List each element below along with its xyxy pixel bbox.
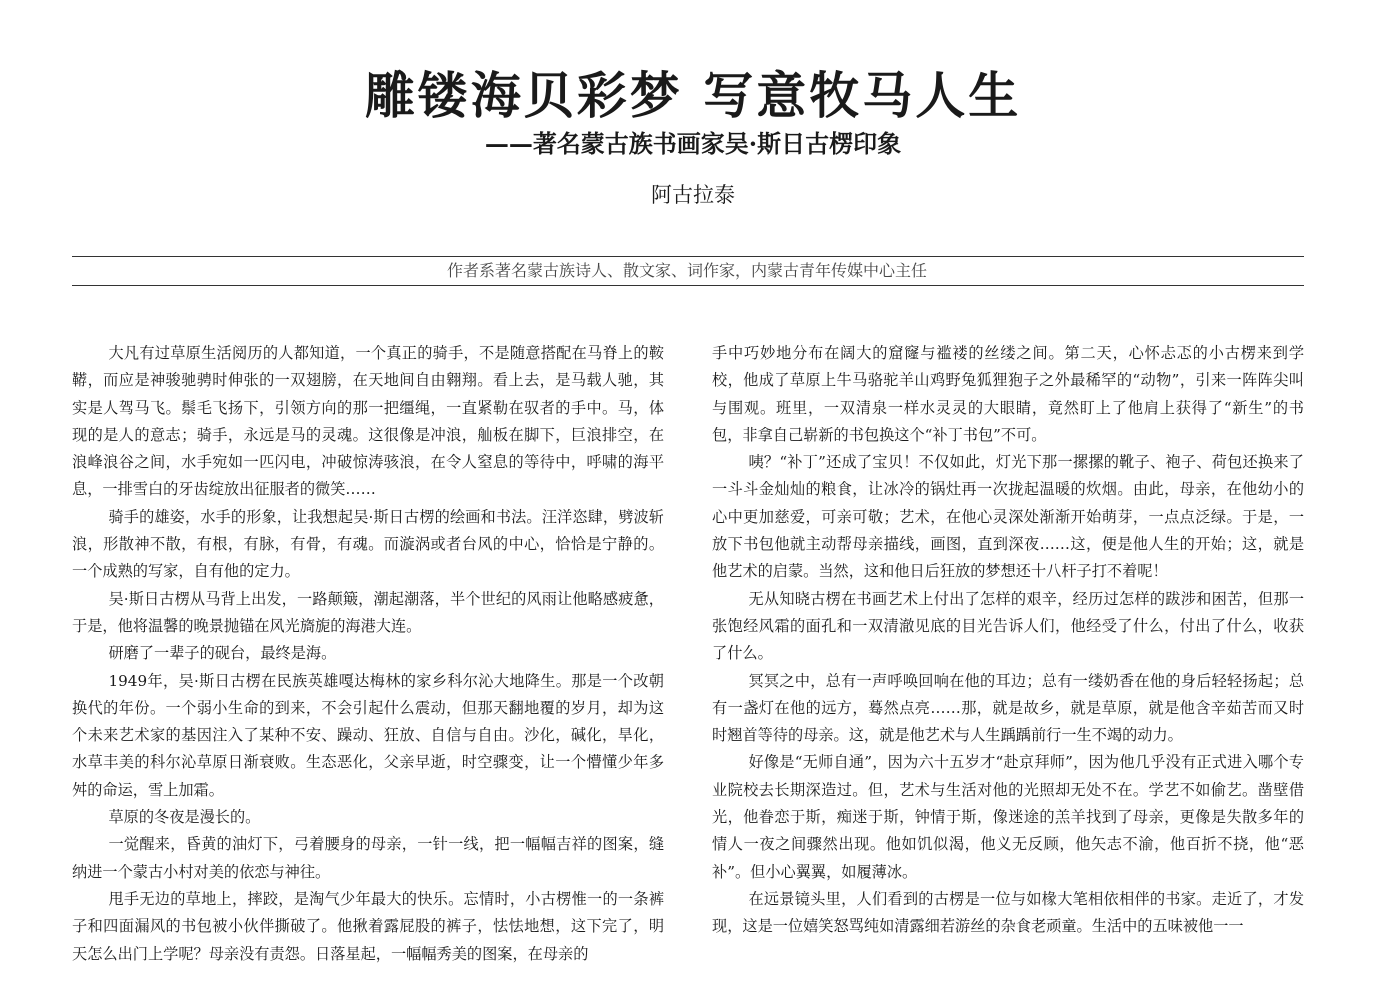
paragraph: 咦？“补丁”还成了宝贝！不仅如此，灯光下那一摞摞的靴子、袍子、荷包还换来了一斗斗金灿灿的粮食，让冰冷的锅灶再一次拢起温暖的炊烟。由此，母亲，在他幼小的心中更加慈爱，可亲可敬；艺术，在他心灵深处渐渐开始萌芽，一点点泛绿。于是，一放下书包他就主动帮母亲描线，画图，直到深夜……这，便是他人生的开始；这，就是他艺术的启蒙。当然，这和他日后狂放的梦想还十八杆子打不着呢！ (712, 453, 1304, 581)
author-name: 阿古拉泰 (651, 183, 735, 207)
paragraph: 1949年，吴·斯日古楞在民族英雄嘎达梅林的家乡科尔沁大地降生。那是一个改朝换代的年份。一个弱小生命的到来，不会引起什么震动，但那天翻地覆的岁月，却为这个未来艺术家的基因注入了某种不安、躁动、狂放、自信与自由。沙化，碱化，旱化，水草丰美的科尔沁草原日渐衰败。生态恶化，父亲早逝，时空骤变，让一个懵懂少年多舛的命运，雪上加霜。 (72, 671, 664, 799)
paragraph: 好像是“无师自通”，因为六十五岁才“赴京拜师”，因为他几乎没有正式进入哪个专业院校去长期深造过。但，艺术与生活对他的光照却无处不在。学艺不如偷艺。凿壁借光，他眷恋于斯，痴迷于斯，钟情于斯，像迷途的羔羊找到了母亲，更像是失散多年的情人一夜之间骤然出现。他如饥似渴，他义无反顾，他矢志不渝，他百折不挠，他“恶补”。但小心翼翼，如履薄冰。 (712, 753, 1304, 881)
paragraph: 研磨了一辈子的砚台，最终是海。 (108, 644, 337, 663)
left-text-column (72, 340, 664, 980)
paragraph: 甩手无边的草地上，摔跤，是淘气少年最大的快乐。忘情时，小古楞惟一的一条裤子和四面漏风的书包被小伙伴撕破了。他揪着露屁股的裤子，怯怯地想，这下完了，明天怎么出门上学呢？母亲没有责怨。日落星起，一幅幅秀美的图案，在母亲的 (72, 889, 664, 963)
paragraph: 无从知晓古楞在书画艺术上付出了怎样的艰辛，经历过怎样的跋涉和困苦，但那一张饱经风霜的面孔和一双清澈见底的目光告诉人们，他经受了什么，付出了什么，收获了什么。 (712, 589, 1304, 663)
paragraph: 冥冥之中，总有一声呼唤回响在他的耳边；总有一缕奶香在他的身后轻轻扬起；总有一盏灯在他的远方，蓦然点亮……那，就是故乡，就是草原，就是他含辛茹苦而又时时翘首等待的母亲。这，就是他艺术与人生踽踽前行一生不竭的动力。 (712, 671, 1304, 745)
right-text-column (712, 340, 1304, 980)
article-title: 雕镂海贝彩梦 写意牧马人生 (364, 66, 1022, 125)
author-note: 作者系著名蒙古族诗人、散文家、词作家，内蒙古青年传媒中心主任 (446, 261, 927, 280)
paragraph: 吴·斯日古楞从马背上出发，一路颠簸，潮起潮落，半个世纪的风雨让他略感疲惫，于是，他将温馨的晚景抛锚在风光旖旎的海港大连。 (72, 589, 664, 635)
paragraph: 一觉醒来，昏黄的油灯下，弓着腰身的母亲，一针一线，把一幅幅吉祥的图案，缝纳进一个蒙古小村对美的依恋与神往。 (72, 835, 664, 881)
paragraph: 大凡有过草原生活阅历的人都知道，一个真正的骑手，不是随意搭配在马脊上的鞍鞯，而应是神骏驰骋时伸张的一双翅膀，在天地间自由翱翔。看上去，是马载人驰，其实是人驾马飞。鬃毛飞扬下，引领方向的那一把缰绳，一直紧勒在驭者的手中。马，体现的是人的意志；骑手，永远是马的灵魂。这很像是冲浪，舢板在脚下，巨浪排空，在浪峰浪谷之间，水手宛如一匹闪电，冲破惊涛骇浪，在令人窒息的等待中，呼啸的海平息，一排雪白的牙齿绽放出征服者的微笑…… (72, 344, 664, 499)
paragraph-continued: 手中巧妙地分布在阔大的窟窿与褴褛的丝缕之间。第二天，心怀忐忑的小古楞来到学校，他成了草原上牛马骆驼羊山鸡野兔狐狸狍子之外最稀罕的“动物”，引来一阵阵尖叫与围观。班里，一双清泉一样水灵灵的大眼睛，竟然盯上了他肩上获得了“新生”的书包，非拿自己崭新的书包换这个“补丁书包”不可。 (712, 344, 1304, 444)
paragraph: 骑手的雄姿，水手的形象，让我想起吴·斯日古楞的绘画和书法。汪洋恣肆，劈波斩浪，形散神不散，有根，有脉，有骨，有魂。而漩涡或者台风的中心，恰恰是宁静的。一个成熟的写家，自有他的定力。 (72, 507, 664, 581)
paragraph: 在远景镜头里，人们看到的古楞是一位与如椽大笔相依相伴的书家。走近了，才发现，这是一位嬉笑怒骂纯如清露细若游丝的杂食老顽童。生活中的五味被他一一 (712, 889, 1304, 936)
divider-top (72, 256, 1304, 257)
divider-bottom (72, 285, 1304, 286)
article-subtitle: ——著名蒙古族书画家吴·斯日古楞印象 (484, 129, 902, 158)
paragraph: 草原的冬夜是漫长的。 (108, 808, 261, 827)
